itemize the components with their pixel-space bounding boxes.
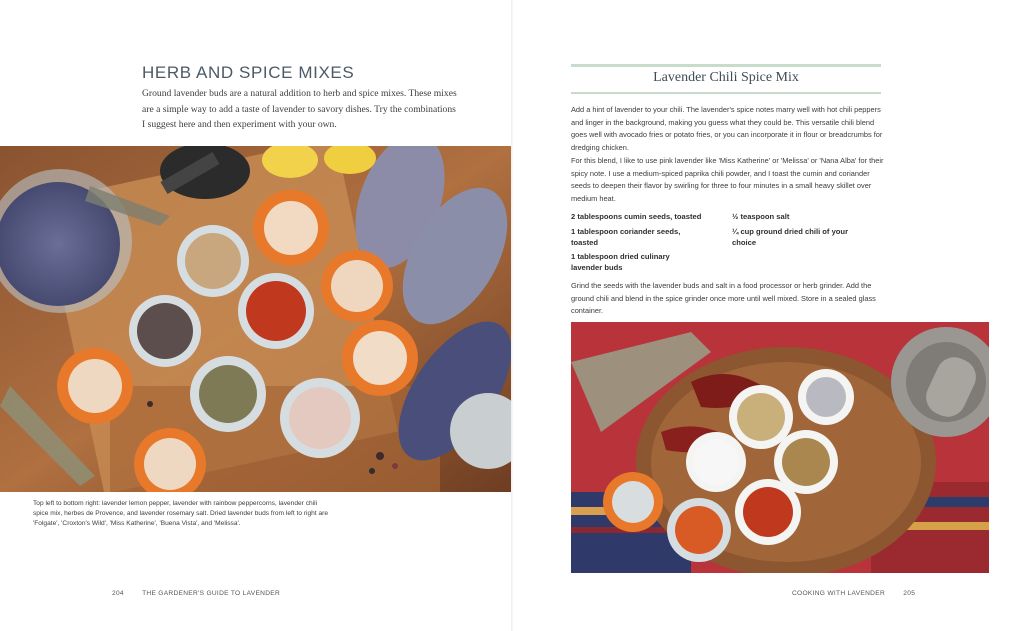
section-title: HERB AND SPICE MIXES <box>142 63 355 82</box>
recipe-method: Grind the seeds with the lavender buds and salt in a food processor or herb grinder. Add the ground chili and blend in the spice grinder once more until well mixed. Store in a sealed glass container. <box>571 281 876 315</box>
spice-jars-photo <box>0 146 511 492</box>
spice-jars-illustration <box>0 146 511 492</box>
ingredient-item: 2 tablespoons cumin seeds, toasted <box>571 212 702 221</box>
ingredient-item: 1 tablespoon coriander seeds, toasted <box>571 227 681 247</box>
page-gutter <box>511 0 513 631</box>
right-footer <box>792 590 915 597</box>
spice-bowls-photo <box>571 322 989 573</box>
running-head: THE GARDENER'S GUIDE TO LAVENDER <box>142 590 281 597</box>
section-intro: Ground lavender buds are a natural addition to herb and spice mixes. These mixes are a simple way to add a taste of lavender to savory dishes. Try the combinations I suggest here and then experiment with your own. <box>142 88 457 130</box>
page-number: 204 <box>112 590 124 597</box>
spice-bowls-illustration <box>571 322 989 573</box>
left-footer <box>112 590 280 597</box>
ingredient-item: ½ teaspoon salt <box>732 212 790 221</box>
title-rule-top <box>571 64 881 67</box>
ingredient-item: 1 tablespoon dried culinary lavender buds <box>571 252 670 272</box>
recipe-intro-paragraph: Add a hint of lavender to your chili. The lavender's spice notes marry well with hot chili peppers and linger in the background, making you guess what they could be. This versatile chili blend goes well with avocado fries or potato fries, or you can incorporate it in flour or breadcrumbs for dredging chicken. <box>571 105 883 152</box>
ingredient-item: ¼ cup ground dried chili of your choice <box>732 227 849 247</box>
running-head: COOKING WITH LAVENDER <box>792 590 886 597</box>
recipe-title: Lavender Chili Spice Mix <box>653 70 799 85</box>
photo-caption: Top left to bottom right: lavender lemon pepper, lavender with rainbow peppercorns, lavender chili spice mix, herbes de Provence, and lavender rosemary salt. Dried lavender buds from left to right are 'Folgate', 'Croxton's Wild', 'Miss Katherine', 'Buena Vista', and 'Melissa'. <box>33 500 329 527</box>
recipe-intro-paragraph: For this blend, I like to use pink lavender like 'Miss Katherine' or 'Melissa' or 'Nana Alba' for their spicy note. I use a medium-spiced paprika chili powder, and I toast the cumin and coriander seeds to deepen their flavor by swirling for three to four minutes in a small heavy skillet over medium heat. <box>571 156 884 203</box>
page-number: 205 <box>903 590 916 597</box>
title-rule-bottom <box>571 92 881 94</box>
